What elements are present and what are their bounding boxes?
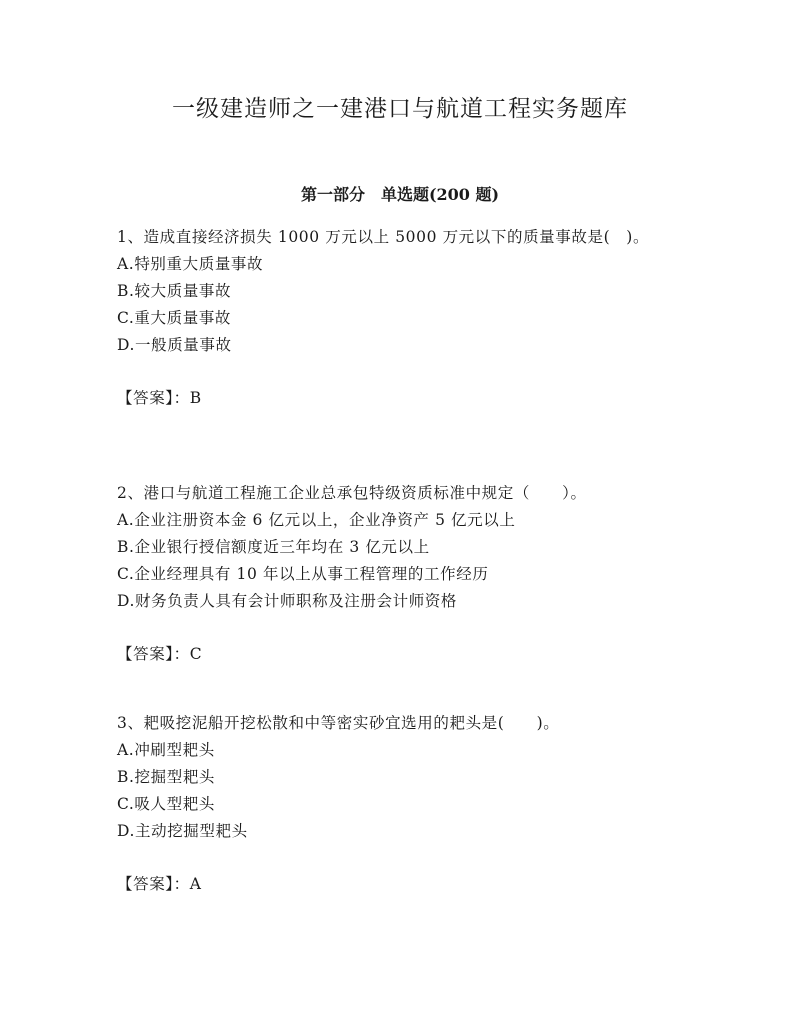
option-d: D.一般质量事故	[117, 336, 232, 354]
option-d: D.财务负责人具有会计师职称及注册会计师资格	[117, 592, 458, 610]
option-a: A.企业注册资本金 6 亿元以上，企业净资产 5 亿元以上	[117, 511, 516, 529]
question-item	[117, 224, 677, 412]
question-stem: 1、造成直接经济损失 1000 万元以上 5000 万元以下的质量事故是( )。	[117, 228, 650, 246]
section-heading: 第一部分 单选题(200 题)	[300, 185, 500, 204]
question-stem: 3、耙吸挖泥船开挖松散和中等密实砂宜选用的耙头是( )。	[117, 714, 560, 732]
question-stem: 2、港口与航道工程施工企业总承包特级资质标准中规定（ ）。	[117, 484, 587, 502]
answer-label: 【答案】：B	[117, 389, 202, 407]
option-b: B.企业银行授信额度近三年均在 3 亿元以上	[117, 538, 430, 556]
option-d: D.主动挖掘型耙头	[117, 822, 248, 840]
question-item	[117, 710, 677, 898]
option-c: C.吸人型耙头	[117, 795, 215, 813]
option-a: A.冲刷型耙头	[117, 741, 215, 759]
option-b: B.挖掘型耙头	[117, 768, 216, 786]
question-item	[117, 480, 677, 668]
option-c: C.重大质量事故	[117, 309, 232, 327]
answer-label: 【答案】：C	[117, 645, 203, 663]
document-title: 一级建造师之一建港口与航道工程实务题库	[172, 96, 628, 122]
answer-label: 【答案】：A	[117, 875, 202, 893]
option-a: A.特别重大质量事故	[117, 255, 264, 273]
option-c: C.企业经理具有 10 年以上从事工程管理的工作经历	[117, 565, 489, 583]
option-b: B.较大质量事故	[117, 282, 232, 300]
